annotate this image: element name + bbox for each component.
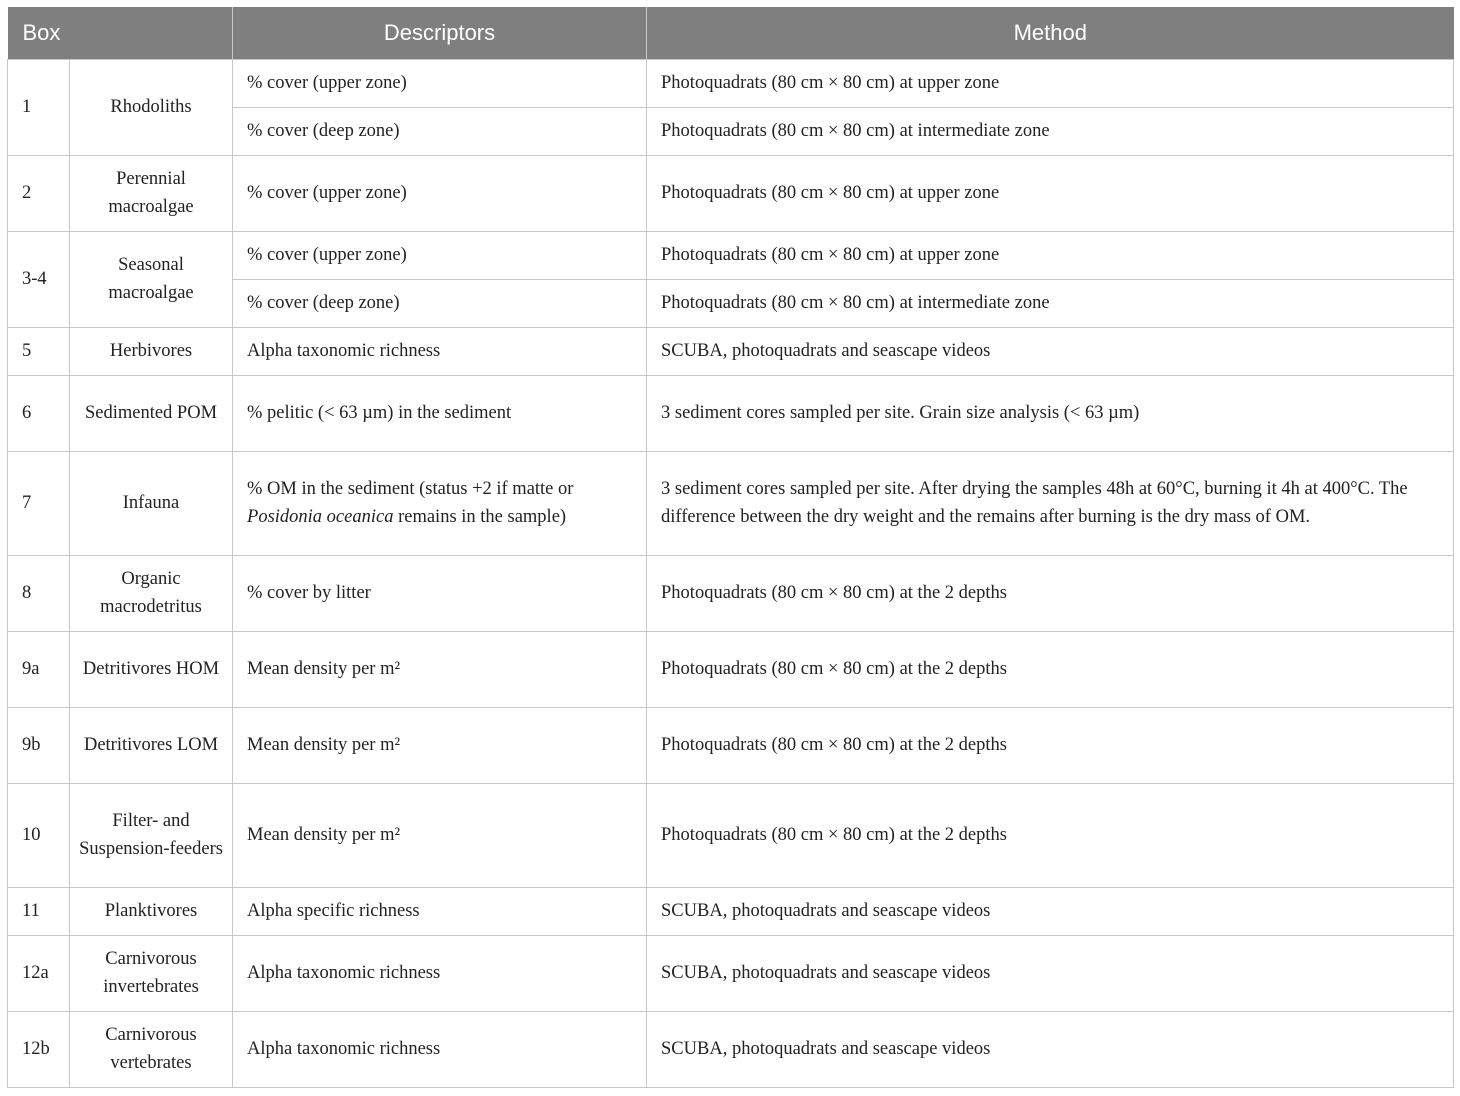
descriptor-cell: % cover (upper zone) [233,60,647,108]
box-name: Infauna [70,452,233,556]
method-cell: 3 sediment cores sampled per site. Grain size analysis (< 63 µm) [647,376,1454,452]
table-row [8,708,1454,784]
method-cell: Photoquadrats (80 cm × 80 cm) at the 2 depths [647,556,1454,632]
box-number: 10 [8,784,70,888]
box-number: 3-4 [8,232,70,328]
table-row [8,936,1454,1012]
method-cell: 3 sediment cores sampled per site. After drying the samples 48h at 60°C, burning it 4h at 400°C. The difference between the dry weight and the remains after burning is the dry mass of OM. [647,452,1454,556]
box-name: Detritivores HOM [70,632,233,708]
box-number: 5 [8,328,70,376]
method-cell: Photoquadrats (80 cm × 80 cm) at upper zone [647,60,1454,108]
table-row [8,888,1454,936]
box-name: Rhodoliths [70,60,233,156]
header-descriptors: Descriptors [233,7,647,60]
box-name: Carnivorous vertebrates [70,1012,233,1088]
descriptor-cell: Alpha specific richness [233,888,647,936]
method-cell: Photoquadrats (80 cm × 80 cm) at upper zone [647,232,1454,280]
method-cell: Photoquadrats (80 cm × 80 cm) at upper zone [647,156,1454,232]
box-name: Filter- and Suspension-feeders [70,784,233,888]
table-row [8,452,1454,556]
box-name: Perennial macroalgae [70,156,233,232]
box-number: 6 [8,376,70,452]
method-cell: Photoquadrats (80 cm × 80 cm) at the 2 depths [647,708,1454,784]
table-row [8,232,1454,280]
method-cell: SCUBA, photoquadrats and seascape videos [647,936,1454,1012]
descriptor-cell: Mean density per m² [233,708,647,784]
box-name: Carnivorous invertebrates [70,936,233,1012]
descriptor-cell: % cover (deep zone) [233,280,647,328]
box-number: 1 [8,60,70,156]
box-name: Herbivores [70,328,233,376]
box-name: Detritivores LOM [70,708,233,784]
header-method: Method [647,7,1454,60]
table-row [8,328,1454,376]
method-cell: SCUBA, photoquadrats and seascape videos [647,1012,1454,1088]
table-row [8,60,1454,108]
header-row [8,7,1454,60]
descriptor-cell: Mean density per m² [233,784,647,888]
box-name: Sedimented POM [70,376,233,452]
box-name: Planktivores [70,888,233,936]
descriptor-cell: Alpha taxonomic richness [233,328,647,376]
table-row [8,784,1454,888]
method-cell: SCUBA, photoquadrats and seascape videos [647,328,1454,376]
box-number: 7 [8,452,70,556]
box-number: 8 [8,556,70,632]
box-number: 9b [8,708,70,784]
table-row [8,556,1454,632]
box-number: 12b [8,1012,70,1088]
descriptor-cell: Mean density per m² [233,632,647,708]
method-cell: Photoquadrats (80 cm × 80 cm) at intermediate zone [647,280,1454,328]
box-name: Seasonal macroalgae [70,232,233,328]
box-name: Organic macrodetritus [70,556,233,632]
descriptor-cell [233,452,647,556]
box-number: 12a [8,936,70,1012]
descriptor-cell: Alpha taxonomic richness [233,1012,647,1088]
method-cell: SCUBA, photoquadrats and seascape videos [647,888,1454,936]
descriptors-table [7,7,1454,1088]
table-row [8,156,1454,232]
method-cell: Photoquadrats (80 cm × 80 cm) at the 2 depths [647,784,1454,888]
descriptor-text: remains in the sample) [393,506,567,527]
method-cell: Photoquadrats (80 cm × 80 cm) at the 2 depths [647,632,1454,708]
method-cell: Photoquadrats (80 cm × 80 cm) at intermediate zone [647,108,1454,156]
descriptor-cell: % pelitic (< 63 µm) in the sediment [233,376,647,452]
descriptor-cell: % cover by litter [233,556,647,632]
species-name: Posidonia oceanica [247,506,394,527]
header-box: Box [8,7,233,60]
descriptor-cell: % cover (upper zone) [233,156,647,232]
descriptor-cell: % cover (upper zone) [233,232,647,280]
table-row [8,376,1454,452]
box-number: 9a [8,632,70,708]
descriptor-cell: % cover (deep zone) [233,108,647,156]
table-row [8,632,1454,708]
descriptor-text: % OM in the sediment (status +2 if matte or [247,479,574,499]
table-row [8,1012,1454,1088]
descriptor-cell: Alpha taxonomic richness [233,936,647,1012]
box-number: 11 [8,888,70,936]
box-number: 2 [8,156,70,232]
